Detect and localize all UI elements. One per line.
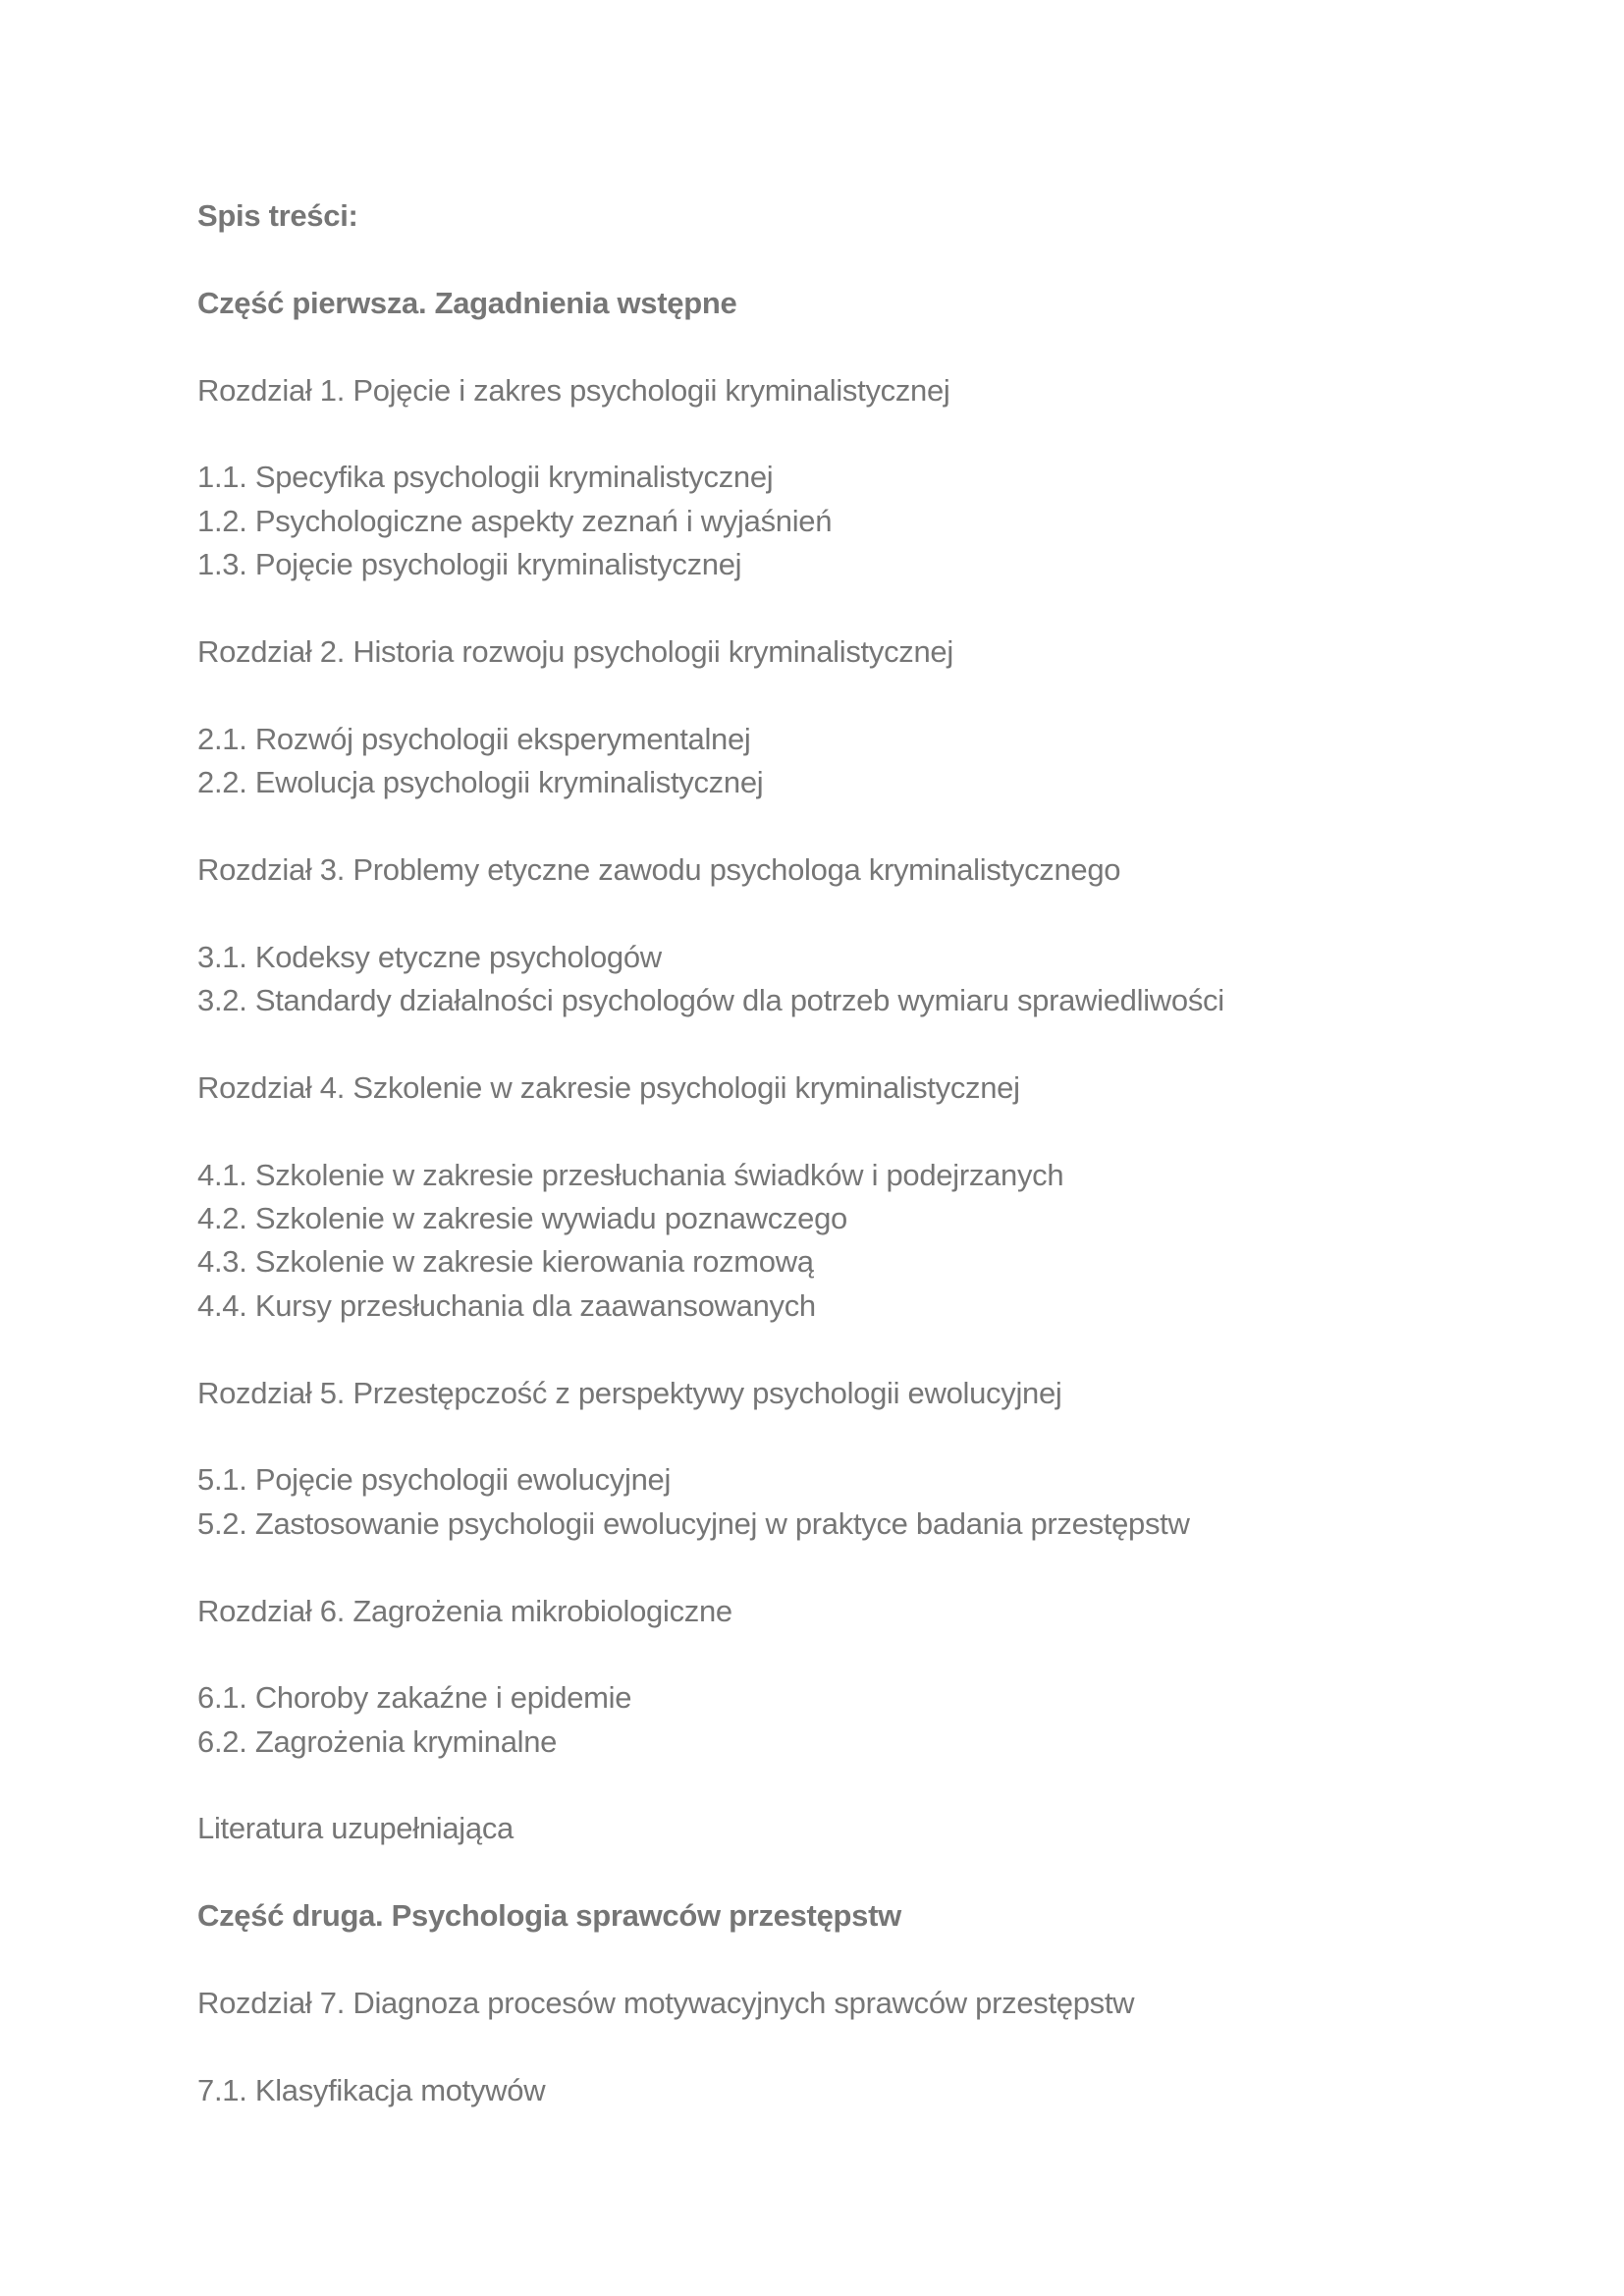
section-item: 4.1. Szkolenie w zakresie przesłuchania świadków i podejrzanych xyxy=(197,1157,1064,1192)
table-of-contents xyxy=(197,194,1435,2112)
chapter-heading: Rozdział 4. Szkolenie w zakresie psychologii kryminalistycznej xyxy=(197,1069,1020,1105)
section-item: 5.2. Zastosowanie psychologii ewolucyjnej w praktyce badania przestępstw xyxy=(197,1505,1190,1541)
chapter-heading: Rozdział 1. Pojęcie i zakres psychologii kryminalistycznej xyxy=(197,372,950,408)
section-item: 4.4. Kursy przesłuchania dla zaawansowanych xyxy=(197,1287,816,1323)
section-item: 1.1. Specyfika psychologii kryminalistycznej xyxy=(197,460,774,495)
literature-heading: Literatura uzupełniająca xyxy=(197,1811,514,1846)
section-item: 7.1. Klasyfikacja motywów xyxy=(197,2072,546,2107)
section-item: 6.2. Zagrożenia kryminalne xyxy=(197,1723,558,1759)
section-item: 4.3. Szkolenie w zakresie kierowania rozmową xyxy=(197,1244,814,1280)
section-item: 3.2. Standardy działalności psychologów dla potrzeb wymiaru sprawiedliwości xyxy=(197,983,1224,1018)
chapter-heading: Rozdział 6. Zagrożenia mikrobiologiczne xyxy=(197,1593,732,1628)
section-item: 1.2. Psychologiczne aspekty zeznań i wyjaśnień xyxy=(197,503,833,538)
section-item: 5.1. Pojęcie psychologii ewolucyjnej xyxy=(197,1462,672,1498)
toc-title: Spis treści: xyxy=(197,198,358,233)
part-heading: Część druga. Psychologia sprawców przestępstw xyxy=(197,1898,901,1934)
section-item: 6.1. Choroby zakaźne i epidemie xyxy=(197,1680,632,1716)
section-item: 2.2. Ewolucja psychologii kryminalistycznej xyxy=(197,765,764,800)
section-item: 2.1. Rozwój psychologii eksperymentalnej xyxy=(197,721,751,756)
section-item: 1.3. Pojęcie psychologii kryminalistycznej xyxy=(197,547,742,582)
section-item: 3.1. Kodeksy etyczne psychologów xyxy=(197,939,662,974)
chapter-heading: Rozdział 5. Przestępczość z perspektywy psychologii ewolucyjnej xyxy=(197,1375,1062,1410)
chapter-heading: Rozdział 3. Problemy etyczne zawodu psychologa kryminalistycznego xyxy=(197,851,1121,887)
section-item: 4.2. Szkolenie w zakresie wywiadu poznawczego xyxy=(197,1200,847,1235)
chapter-heading: Rozdział 7. Diagnoza procesów motywacyjnych sprawców przestępstw xyxy=(197,1986,1135,2021)
chapter-heading: Rozdział 2. Historia rozwoju psychologii kryminalistycznej xyxy=(197,633,953,669)
part-heading: Część pierwsza. Zagadnienia wstępne xyxy=(197,285,737,320)
